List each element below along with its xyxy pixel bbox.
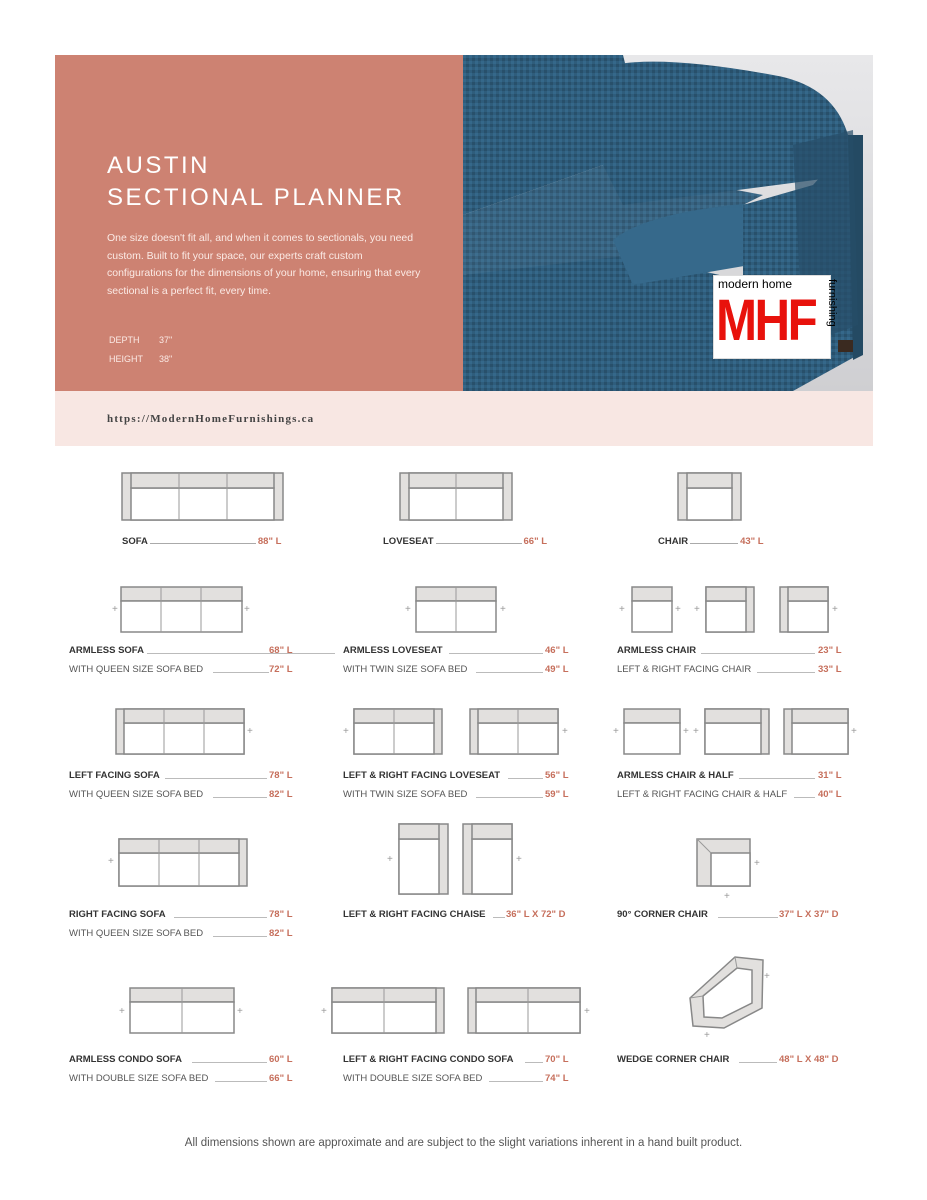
svg-text:+: + bbox=[675, 604, 681, 615]
svg-text:+: + bbox=[704, 1030, 710, 1041]
armless-sofa-diagram bbox=[112, 587, 250, 632]
armless-condo-sofa-diagram bbox=[119, 988, 243, 1033]
hero-description: One size doesn't fit all, and when it comes to sectionals, you need custom. Built to fit your space, our experts craft custom configurations for the dimensions of your home, ensuring that every sectional is a perfect fit, every time. bbox=[107, 232, 421, 297]
loveseat-diagram bbox=[400, 473, 512, 520]
svg-text:+: + bbox=[500, 604, 506, 615]
sofa-label: SOFA 88" L bbox=[122, 536, 282, 547]
svg-text:+: + bbox=[764, 971, 770, 982]
svg-text:+: + bbox=[694, 604, 700, 615]
chair-label: CHAIR 43" L bbox=[658, 536, 764, 547]
svg-text:+: + bbox=[584, 1006, 590, 1017]
chaise-diagrams bbox=[387, 824, 522, 894]
svg-text:+: + bbox=[237, 1006, 243, 1017]
svg-text:+: + bbox=[832, 604, 838, 615]
armless-loveseat-diagram bbox=[405, 587, 506, 632]
title-line-1: AUSTIN bbox=[107, 152, 211, 179]
website-link[interactable]: https://ModernHomeFurnishings.ca bbox=[107, 413, 315, 425]
title-line-2: SECTIONAL PLANNER bbox=[107, 184, 405, 211]
svg-text:+: + bbox=[119, 1006, 125, 1017]
armless-chair-and-half-diagrams bbox=[613, 709, 857, 754]
svg-text:+: + bbox=[112, 604, 118, 615]
corner-chair-diagram bbox=[697, 839, 760, 902]
svg-text:+: + bbox=[108, 856, 114, 867]
svg-text:+: + bbox=[387, 854, 393, 865]
svg-text:+: + bbox=[321, 1006, 327, 1017]
svg-text:+: + bbox=[851, 726, 857, 737]
sofa-diagram bbox=[122, 473, 283, 520]
svg-text:+: + bbox=[754, 858, 760, 869]
svg-text:+: + bbox=[247, 726, 253, 737]
chair-diagram bbox=[678, 473, 741, 520]
left-right-condo-sofa-diagrams bbox=[321, 988, 590, 1033]
armless-chair-diagrams bbox=[619, 587, 838, 632]
svg-text:+: + bbox=[693, 726, 699, 737]
footer-disclaimer: All dimensions shown are approximate and are subject to the slight variations inherent in a hand built product. bbox=[184, 1137, 743, 1149]
svg-text:+: + bbox=[343, 726, 349, 737]
left-facing-sofa-diagram bbox=[116, 709, 253, 754]
spec-height: HEIGHT 38" bbox=[109, 354, 173, 364]
svg-text:+: + bbox=[562, 726, 568, 737]
loveseat-label: LOVESEAT 66" L bbox=[383, 536, 548, 547]
svg-text:+: + bbox=[613, 726, 619, 737]
svg-text:+: + bbox=[724, 891, 730, 902]
svg-text:+: + bbox=[683, 726, 689, 737]
left-right-loveseat-diagrams bbox=[343, 709, 568, 754]
svg-text:+: + bbox=[619, 604, 625, 615]
svg-text:+: + bbox=[244, 604, 250, 615]
svg-text:+: + bbox=[405, 604, 411, 615]
right-facing-sofa-diagram bbox=[108, 839, 247, 886]
brand-logo: modern home MHF furnishing bbox=[713, 275, 831, 359]
spec-depth: DEPTH 37" bbox=[109, 335, 173, 345]
wedge-corner-chair-diagram bbox=[690, 957, 770, 1041]
svg-text:+: + bbox=[516, 854, 522, 865]
